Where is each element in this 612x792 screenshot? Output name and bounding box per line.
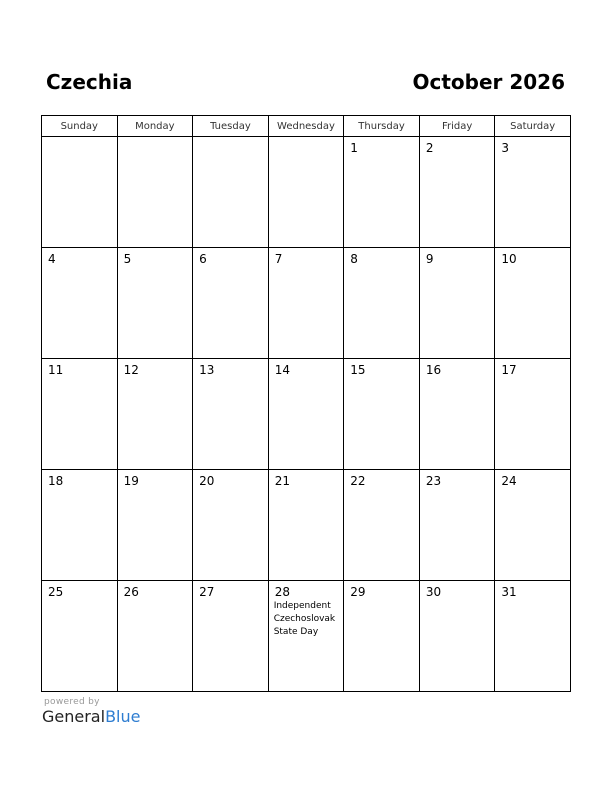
brand-blue: Blue bbox=[105, 707, 141, 726]
day-number: 2 bbox=[425, 141, 434, 155]
day-cell bbox=[344, 137, 420, 248]
day-number: 7 bbox=[274, 252, 283, 266]
day-number: 10 bbox=[501, 252, 517, 266]
day-cell bbox=[117, 248, 193, 359]
day-number: 14 bbox=[274, 363, 290, 377]
day-cell bbox=[495, 581, 571, 692]
day-cell bbox=[117, 137, 193, 248]
day-cell bbox=[344, 470, 420, 581]
day-cell bbox=[419, 359, 495, 470]
weekday-thursday: Thursday bbox=[344, 116, 420, 137]
week-row bbox=[42, 248, 571, 359]
day-cell bbox=[42, 581, 118, 692]
day-number: 13 bbox=[199, 363, 215, 377]
day-number: 22 bbox=[350, 474, 366, 488]
week-row bbox=[42, 581, 571, 692]
day-cell bbox=[268, 359, 344, 470]
day-number: 5 bbox=[123, 252, 132, 266]
day-cell bbox=[193, 248, 269, 359]
day-cell bbox=[419, 248, 495, 359]
powered-by-text: powered by bbox=[44, 697, 100, 707]
day-number: 25 bbox=[48, 585, 64, 599]
day-number: 20 bbox=[199, 474, 215, 488]
day-number: 16 bbox=[425, 363, 442, 377]
day-cell bbox=[193, 470, 269, 581]
country-title: Czechia bbox=[46, 70, 133, 94]
weekday-saturday: Saturday bbox=[495, 116, 571, 137]
calendar-grid bbox=[41, 115, 571, 692]
day-number: 19 bbox=[123, 474, 139, 488]
day-cell bbox=[344, 581, 420, 692]
weekday-header-row bbox=[42, 116, 571, 137]
day-number: 31 bbox=[501, 585, 517, 599]
day-cell bbox=[193, 581, 269, 692]
day-number: 21 bbox=[274, 474, 290, 488]
day-cell bbox=[42, 137, 118, 248]
weekday-monday: Monday bbox=[117, 116, 193, 137]
day-number: 18 bbox=[48, 474, 64, 488]
day-cell bbox=[419, 581, 495, 692]
day-cell bbox=[268, 137, 344, 248]
day-number: 12 bbox=[123, 363, 139, 377]
day-number: 8 bbox=[350, 252, 358, 266]
weekday-wednesday: Wednesday bbox=[268, 116, 344, 137]
day-number: 3 bbox=[501, 141, 510, 155]
day-number: 24 bbox=[501, 474, 517, 488]
weekday-sunday: Sunday bbox=[42, 116, 118, 137]
month-title: October 2026 bbox=[412, 70, 565, 94]
day-number: 29 bbox=[350, 585, 366, 599]
day-cell bbox=[193, 359, 269, 470]
day-number: 17 bbox=[501, 363, 517, 377]
day-cell bbox=[268, 470, 344, 581]
day-number: 15 bbox=[350, 363, 366, 377]
day-cell bbox=[419, 137, 495, 248]
day-cell bbox=[42, 359, 118, 470]
day-cell bbox=[117, 470, 193, 581]
holiday-label: Independent Czechoslovak State Day bbox=[273, 601, 336, 637]
day-number: 26 bbox=[123, 585, 139, 599]
day-cell bbox=[344, 248, 420, 359]
brand-logo[interactable] bbox=[42, 707, 140, 726]
weekday-friday: Friday bbox=[419, 116, 495, 137]
week-row bbox=[42, 137, 571, 248]
week-row bbox=[42, 359, 571, 470]
day-cell bbox=[344, 359, 420, 470]
day-cell bbox=[117, 359, 193, 470]
day-cell bbox=[268, 581, 344, 692]
day-number: 30 bbox=[425, 585, 442, 599]
day-number: 27 bbox=[199, 585, 215, 599]
day-cell bbox=[495, 359, 571, 470]
day-cell bbox=[193, 137, 269, 248]
day-number: 1 bbox=[350, 141, 358, 155]
day-number: 6 bbox=[199, 252, 207, 266]
weekday-tuesday: Tuesday bbox=[193, 116, 269, 137]
day-cell bbox=[42, 248, 118, 359]
day-cell bbox=[117, 581, 193, 692]
day-cell bbox=[42, 470, 118, 581]
day-number: 23 bbox=[425, 474, 442, 488]
day-cell bbox=[268, 248, 344, 359]
week-row bbox=[42, 470, 571, 581]
day-number: 9 bbox=[425, 252, 434, 266]
day-cell bbox=[419, 470, 495, 581]
day-number: 28 bbox=[274, 585, 290, 599]
brand-general: General bbox=[42, 707, 106, 726]
day-number: 11 bbox=[48, 363, 64, 377]
day-cell bbox=[495, 470, 571, 581]
day-cell bbox=[495, 248, 571, 359]
day-number: 4 bbox=[48, 252, 56, 266]
day-cell bbox=[495, 137, 571, 248]
